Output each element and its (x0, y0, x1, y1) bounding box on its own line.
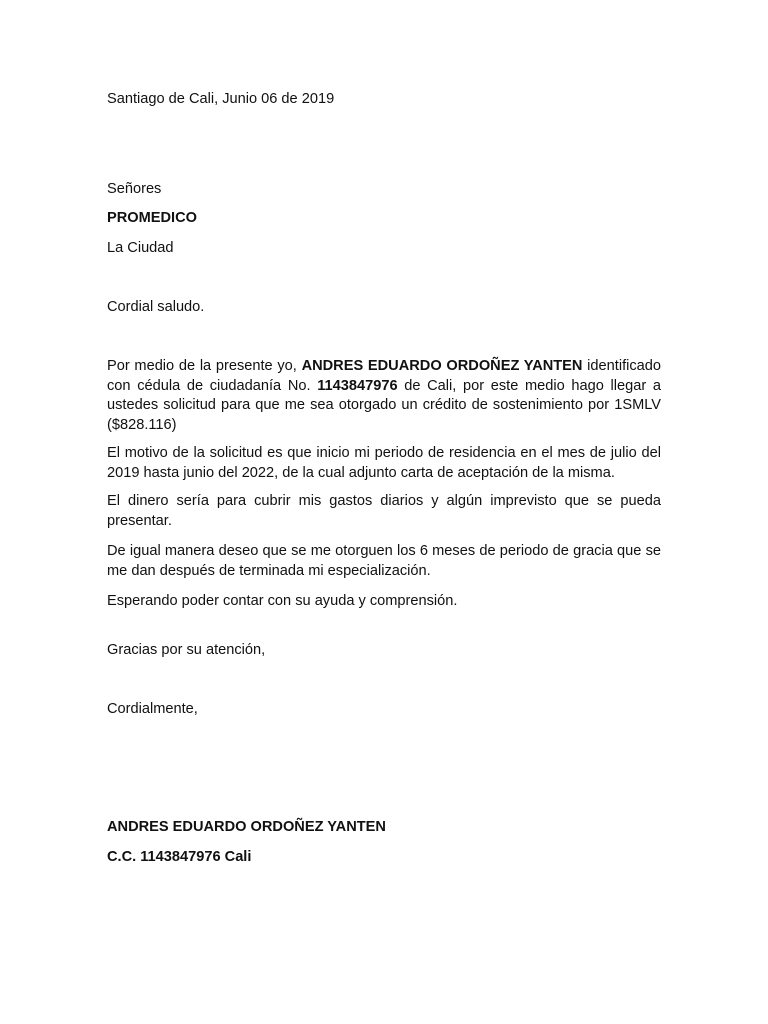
applicant-name: ANDRES EDUARDO ORDOÑEZ YANTEN (301, 358, 583, 374)
signature-id-text: C.C. 1143847976 Cali (107, 849, 252, 865)
place-date: Santiago de Cali, Junio 06 de 2019 (107, 91, 335, 107)
signature-name-text: ANDRES EDUARDO ORDOÑEZ YANTEN (107, 819, 386, 835)
paragraph-request-id-text: identificado con cédula de ciudadanía No. (107, 358, 662, 394)
closing-line: Cordialmente, (107, 701, 198, 717)
recipient-name-text: PROMEDICO (107, 210, 197, 226)
paragraph-grace-period: De igual manera deseo que se me otorguen los 6 meses de periodo de gracia que se me dan después de terminada mi especialización. (107, 543, 661, 579)
recipient-city: La Ciudad (107, 240, 174, 256)
paragraph-request (107, 357, 661, 435)
paragraph-request-rest: de Cali, por este medio hago llegar a ustedes solicitud para que me sea otorgado un crédito de sostenimiento por 1SMLV ($828.116) (107, 377, 661, 433)
paragraph-reason: El motivo de la solicitud es que inicio mi periodo de residencia en el mes de julio del 2019 hasta junio del 2022, de la cual adjunto carta de aceptación de la misma. (107, 445, 661, 481)
applicant-id-number: 1143847976 (317, 377, 398, 394)
paragraph-hope: Esperando poder contar con su ayuda y comprensión. (107, 593, 458, 609)
signature-id (107, 848, 661, 868)
salutation-line: Señores (107, 181, 162, 197)
signature-name (107, 818, 661, 838)
recipient-name (107, 209, 661, 229)
thanks-line: Gracias por su atención, (107, 642, 266, 658)
paragraph-usage: El dinero sería para cubrir mis gastos diarios y algún imprevisto que se pueda presentar. (107, 493, 661, 529)
paragraph-request-intro: Por medio de la presente yo, (107, 358, 302, 374)
greeting: Cordial saludo. (107, 299, 205, 315)
